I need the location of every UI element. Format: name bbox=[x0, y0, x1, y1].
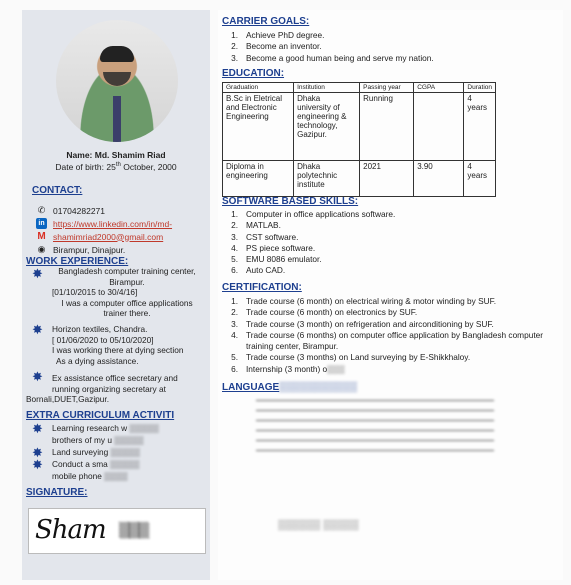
certification-list bbox=[228, 296, 546, 375]
list-item: 5. Trade course (3 months) on Land surveying by E-Shikkhaloy. bbox=[231, 352, 471, 363]
list-item: 3. CST software. bbox=[231, 231, 299, 242]
education-table bbox=[222, 82, 496, 197]
left-column bbox=[22, 10, 210, 580]
work-item-2: Horizon textiles, Chandra. [ 01/06/2020 to 05/10/2020] I was working there at dying section As a dying assistance. bbox=[52, 324, 184, 366]
list-item: 6. Internship (3 month) o▒▒▒ bbox=[231, 363, 345, 374]
contact-heading: CONTACT: bbox=[32, 185, 83, 196]
list-item: 1. Trade course (6 month) on electrical wiring & motor winding by SUF. bbox=[231, 296, 497, 306]
profile-name: Name: Md. Shamim Riad bbox=[66, 150, 166, 160]
table-header-row: Graduation Institution Passing year CGPA Duration bbox=[223, 83, 496, 93]
contact-email[interactable]: M shamimriad2000@gmail.com bbox=[37, 231, 164, 242]
education-heading: EDUCATION: bbox=[222, 68, 285, 79]
list-item: 1. Computer in office applications software. bbox=[231, 209, 396, 219]
contact-phone: ✆ 01704282271 bbox=[37, 205, 106, 216]
extra-item-3: Conduct a sma ▒▒▒▒▒ bbox=[52, 459, 140, 469]
list-item: 4. Trade course (6 months) on computer office application by Bangladesh computer training center, Birampur. bbox=[231, 329, 544, 352]
work-item-3: Ex assistance office secretary and running organizing secretary at Bornali,DUET,Gazipur. bbox=[26, 373, 178, 404]
signature-image: Sham ▒▒▒ bbox=[28, 508, 206, 554]
goals-heading: CARRIER GOALS: bbox=[222, 16, 310, 27]
language-table-blurred bbox=[256, 400, 494, 460]
extra-item-3-cont: mobile phone ▒▒▒▒ bbox=[52, 471, 128, 481]
certification-heading: CERTIFICATION: bbox=[222, 282, 302, 293]
phone-icon: ✆ bbox=[37, 205, 46, 215]
gmail-icon: M bbox=[37, 231, 46, 242]
list-item: 2. Trade course (6 month) on electronics by SUF. bbox=[231, 307, 418, 318]
linkedin-icon: in bbox=[36, 218, 47, 229]
signature-heading: SIGNATURE: bbox=[26, 487, 88, 498]
list-item: 3. Become a good human being and serve my nation. bbox=[231, 52, 434, 63]
star-bullet-icon: ✸ bbox=[32, 421, 43, 436]
list-item: 4. PS piece software. bbox=[231, 242, 316, 253]
work-heading: WORK EXPERIENCE: bbox=[26, 256, 129, 267]
table-row: B.Sc in Eletrical and Electronic Engineering Dhaka university of engineering & technology, Gazipur. Running 4 years bbox=[223, 93, 496, 161]
software-list bbox=[228, 209, 395, 277]
list-item: 5. EMU 8086 emulator. bbox=[231, 254, 322, 265]
star-bullet-icon: ✸ bbox=[32, 369, 43, 384]
right-column bbox=[218, 10, 563, 580]
profile-photo bbox=[56, 20, 178, 142]
table-row: Diploma in engineering Dhaka polytechnic institute 2021 3.90 4 years bbox=[223, 161, 496, 197]
extra-item-2: Land surveying ▒▒▒▒▒ bbox=[52, 447, 140, 457]
star-bullet-icon: ✸ bbox=[32, 322, 43, 337]
software-heading: SOFTWARE BASED SKILLS: bbox=[222, 196, 359, 207]
list-item: 3. Trade course (3 month) on refrigeration and airconditioning by SUF. bbox=[231, 318, 494, 329]
list-item: 2. MATLAB. bbox=[231, 220, 281, 231]
language-heading: LANGUAGE▒▒▒▒▒▒▒▒▒▒▒ bbox=[222, 382, 358, 393]
list-item: 6. Auto CAD. bbox=[231, 265, 286, 276]
extra-item-1: Learning research w ▒▒▒▒▒ bbox=[52, 423, 159, 433]
contact-linkedin[interactable]: in https://www.linkedin.com/in/md- bbox=[36, 218, 172, 229]
location-icon: ◉ bbox=[37, 244, 46, 254]
blurred-text: ▒▒▒▒▒▒ ▒▒▒▒▒ bbox=[278, 520, 359, 531]
list-item: 1. Achieve PhD degree. bbox=[231, 30, 325, 40]
star-bullet-icon: ✸ bbox=[32, 457, 43, 472]
star-bullet-icon: ✸ bbox=[32, 266, 43, 281]
contact-address: ◉ Birampur, Dinajpur. bbox=[37, 244, 126, 255]
goals-list bbox=[228, 30, 434, 64]
extra-item-1-cont: brothers of my u ▒▒▒▒▒ bbox=[52, 435, 144, 445]
extra-heading: EXTRA CURRICULUM ACTIVITI bbox=[26, 410, 175, 421]
work-item-1: Bangladesh computer training center, Birampur. [01/10/2015 to 30/4/16] I was a computer office applications trainer there. bbox=[52, 266, 196, 318]
date-of-birth: Date of birth: 25th October, 2000 bbox=[55, 162, 177, 172]
star-bullet-icon: ✸ bbox=[32, 445, 43, 460]
list-item: 2. Become an inventor. bbox=[231, 41, 322, 52]
